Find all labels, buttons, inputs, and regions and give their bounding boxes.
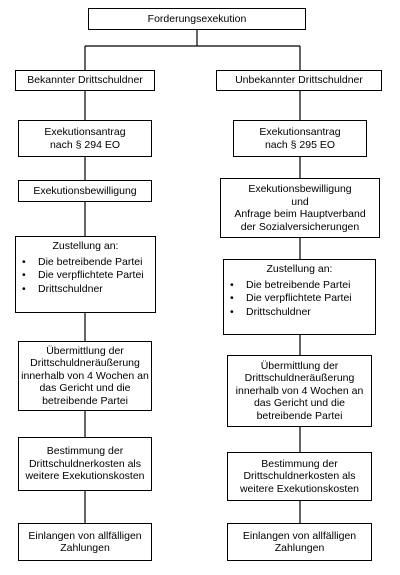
bullet-icon: •	[230, 305, 234, 318]
right-uebermittlung-line-1: Übermittlung der	[260, 359, 339, 372]
list-item	[230, 279, 375, 292]
left-header-label: Bekannter Drittschuldner	[27, 74, 143, 87]
right-antrag-line-1: Exekutionsantrag	[259, 126, 341, 138]
left-uebermittlung-line-5: betreibende Partei	[42, 394, 128, 407]
left-header-box	[15, 70, 155, 91]
left-antrag-line-1: Exekutionsantrag	[44, 126, 126, 138]
right-antrag-box	[233, 120, 367, 157]
right-zustellung-heading: Zustellung an:	[266, 263, 333, 275]
left-antrag-line-2: nach § 294 EO	[49, 138, 121, 151]
bullet-icon: •	[230, 278, 234, 291]
right-zustellung-box	[223, 259, 376, 335]
list-item-label: Die verpflichtete Partei	[38, 269, 144, 281]
right-einlangen-line-1: Einlangen von allfälligen	[242, 529, 357, 542]
right-zustellung-list	[224, 279, 375, 320]
bullet-icon: •	[22, 255, 26, 268]
right-header-box	[216, 70, 382, 91]
right-bestimmung-line-3: weitere Exekutionskosten	[239, 482, 360, 495]
left-uebermittlung-box	[18, 341, 152, 411]
root-box	[88, 8, 306, 30]
left-antrag-box	[18, 120, 152, 157]
right-bestimmung-box	[227, 452, 372, 501]
right-bewilligung-box	[220, 178, 380, 238]
bullet-icon: •	[22, 282, 26, 295]
right-einlangen-box	[227, 523, 372, 561]
left-bestimmung-line-2: Drittschuldnerkosten als	[28, 457, 142, 470]
right-antrag-line-2: nach § 295 EO	[264, 138, 336, 151]
right-bestimmung-line-2: Drittschuldnerkosten als	[243, 470, 356, 483]
list-item-label: Die betreibende Partei	[246, 278, 351, 291]
right-bewilligung-line-2: und	[291, 195, 309, 208]
list-item-label: Die betreibende Partei	[38, 255, 143, 268]
root-label: Forderungsexekution	[147, 12, 247, 25]
left-einlangen-line-1: Einlangen von allfälligen	[28, 529, 142, 542]
left-bestimmung-line-1: Bestimmung der	[46, 445, 124, 458]
list-item	[22, 269, 155, 282]
left-uebermittlung-line-3: innerhalb von 4 Wochen an	[21, 369, 149, 382]
list-item	[230, 306, 375, 319]
left-bestimmung-box	[18, 437, 152, 491]
list-item	[22, 283, 155, 296]
list-item	[230, 292, 375, 305]
left-bewilligung-line-1: Exekutionsbewilligung	[33, 184, 137, 197]
list-item	[22, 256, 155, 269]
left-bestimmung-line-3: weitere Exekutionskosten	[25, 470, 145, 483]
right-bewilligung-line-1: Exekutionsbewilligung	[248, 183, 352, 195]
list-item-label: Die verpflichtete Partei	[246, 292, 352, 304]
right-einlangen-line-2: Zahlungen	[274, 542, 325, 554]
right-uebermittlung-line-2: Drittschuldneräußerung	[244, 372, 355, 385]
left-zustellung-list	[16, 256, 155, 297]
left-zustellung-heading: Zustellung an:	[52, 240, 119, 252]
right-uebermittlung-line-5: betreibende Partei	[256, 409, 343, 422]
right-uebermittlung-line-4: das Gericht und die	[253, 397, 346, 410]
list-item-label: Drittschuldner	[38, 282, 103, 295]
right-bewilligung-line-4: der Sozialversicherungen	[240, 220, 360, 233]
left-uebermittlung-line-2: Drittschuldneräußerung	[30, 357, 140, 370]
bullet-icon: •	[22, 269, 26, 281]
left-zustellung-box	[15, 236, 156, 313]
left-einlangen-box	[18, 523, 152, 561]
left-bewilligung-box	[18, 180, 152, 202]
bullet-icon: •	[230, 292, 234, 304]
list-item-label: Drittschuldner	[246, 305, 311, 318]
right-bewilligung-line-3: Anfrage beim Hauptverband	[234, 208, 366, 220]
left-einlangen-line-2: Zahlungen	[60, 542, 110, 554]
right-uebermittlung-line-3: innerhalb von 4 Wochen an	[235, 384, 364, 397]
right-bestimmung-line-1: Bestimmung der	[261, 457, 338, 470]
left-uebermittlung-line-4: das Gericht und die	[39, 382, 131, 395]
left-uebermittlung-line-1: Übermittlung der	[46, 344, 124, 357]
right-uebermittlung-box	[227, 355, 372, 427]
right-header-label: Unbekannter Drittschuldner	[235, 74, 363, 87]
